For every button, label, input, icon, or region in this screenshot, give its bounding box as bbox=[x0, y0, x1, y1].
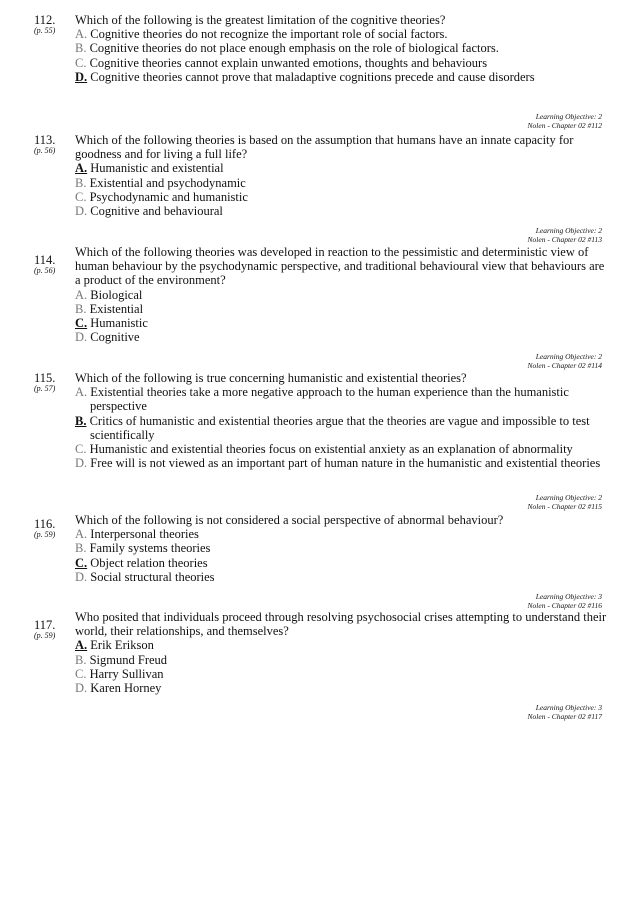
source-reference: Nolen - Chapter 02 #116 bbox=[527, 601, 602, 610]
option-a bbox=[75, 288, 610, 302]
question-stem: Who posited that individuals proceed through resolving psychosocial crises attempting to understand their world, their relationships, and themselves? bbox=[75, 610, 607, 639]
learning-objective: Learning Objective: 2 bbox=[535, 112, 602, 121]
option-text: Humanistic and existential bbox=[87, 161, 224, 176]
learning-objective: Learning Objective: 3 bbox=[535, 592, 602, 601]
option-text: Karen Horney bbox=[87, 681, 162, 696]
option-text: Humanistic bbox=[87, 316, 148, 331]
option-letter: B. bbox=[75, 541, 87, 556]
question-number: 114. bbox=[34, 253, 56, 267]
option-text: Cognitive theories do not place enough emphasis on the role of biological factors. bbox=[86, 41, 499, 56]
question-body bbox=[75, 371, 610, 470]
source-reference: Nolen - Chapter 02 #113 bbox=[527, 235, 602, 244]
option-letter: C. bbox=[75, 442, 87, 457]
option-c bbox=[75, 190, 610, 204]
option-b bbox=[75, 414, 610, 442]
option-letter: D. bbox=[75, 330, 88, 345]
option-text: Object relation theories bbox=[87, 555, 208, 570]
option-text: Family systems theories bbox=[86, 541, 211, 556]
option-d bbox=[75, 681, 610, 695]
question-meta bbox=[528, 592, 602, 610]
option-text: Existential theories take a more negative approach to the human experience than the humanistic perspective bbox=[87, 385, 569, 414]
option-c bbox=[75, 316, 610, 330]
page-reference: (p. 56) bbox=[34, 266, 56, 275]
option-text: Erik Erikson bbox=[87, 638, 154, 653]
learning-objective: Learning Objective: 2 bbox=[535, 352, 602, 361]
option-text: Existential bbox=[86, 301, 144, 316]
option-text: Harry Sullivan bbox=[86, 666, 164, 681]
question-meta bbox=[528, 226, 602, 244]
option-text: Psychodynamic and humanistic bbox=[86, 189, 248, 204]
option-letter: D. bbox=[75, 456, 88, 471]
option-letter: D. bbox=[75, 569, 88, 584]
question-body bbox=[75, 513, 610, 584]
option-a bbox=[75, 527, 610, 541]
option-letter: A. bbox=[75, 385, 88, 400]
learning-objective: Learning Objective: 3 bbox=[535, 703, 602, 712]
source-reference: Nolen - Chapter 02 #112 bbox=[527, 121, 602, 130]
option-letter: C. bbox=[75, 189, 87, 204]
question-meta bbox=[528, 703, 602, 721]
question-body bbox=[75, 13, 610, 84]
question-number: 117. bbox=[34, 618, 56, 632]
option-d bbox=[75, 204, 610, 218]
question-stem: Which of the following theories is based on the assumption that humans have an innate capacity for goodness and for living a full life? bbox=[75, 133, 574, 162]
source-reference: Nolen - Chapter 02 #114 bbox=[527, 361, 602, 370]
page-reference: (p. 55) bbox=[34, 26, 56, 35]
option-b bbox=[75, 41, 610, 55]
source-reference: Nolen - Chapter 02 #117 bbox=[527, 712, 602, 721]
source-reference: Nolen - Chapter 02 #115 bbox=[527, 502, 602, 511]
page-reference: (p. 59) bbox=[34, 631, 56, 640]
option-letter: A. bbox=[75, 287, 88, 302]
option-c bbox=[75, 667, 610, 681]
option-letter-correct: C. bbox=[75, 555, 88, 570]
option-letter: A. bbox=[75, 527, 88, 542]
question-body bbox=[75, 610, 610, 695]
option-a bbox=[75, 27, 610, 41]
question-stem: Which of the following theories was developed in reaction to the pessimistic and deterministic view of human behaviour by the psychodynamic perspective, and traditional behavioural view that behaviours are a product of the environment? bbox=[75, 245, 605, 288]
option-letter: C. bbox=[75, 666, 87, 681]
option-text: Critics of humanistic and existential theories argue that the theories are vague and impossible to test scientifically bbox=[86, 413, 590, 442]
option-text: Cognitive theories do not recognize the important role of social factors. bbox=[87, 27, 448, 42]
question-body bbox=[75, 133, 610, 218]
option-a bbox=[75, 638, 610, 652]
option-letter-correct: D. bbox=[75, 69, 88, 84]
option-c bbox=[75, 56, 610, 70]
option-a bbox=[75, 385, 610, 413]
page-reference: (p. 59) bbox=[34, 530, 56, 539]
option-letter: B. bbox=[75, 301, 87, 316]
option-text: Cognitive bbox=[87, 330, 140, 345]
question-body bbox=[75, 245, 610, 344]
learning-objective: Learning Objective: 2 bbox=[535, 493, 602, 502]
option-text: Sigmund Freud bbox=[86, 652, 168, 667]
learning-objective: Learning Objective: 2 bbox=[535, 226, 602, 235]
option-d bbox=[75, 70, 610, 84]
question-meta bbox=[528, 493, 602, 511]
option-text: Social structural theories bbox=[87, 569, 215, 584]
option-c bbox=[75, 556, 610, 570]
option-letter-correct: A. bbox=[75, 638, 88, 653]
option-a bbox=[75, 161, 610, 175]
option-letter: D. bbox=[75, 681, 88, 696]
question-number: 112. bbox=[34, 13, 56, 27]
option-text: Humanistic and existential theories focus on existential anxiety as an explanation of abnormality bbox=[86, 442, 573, 457]
option-text: Interpersonal theories bbox=[87, 527, 199, 542]
option-letter: B. bbox=[75, 41, 87, 56]
option-c bbox=[75, 442, 610, 456]
page-reference: (p. 57) bbox=[34, 384, 56, 393]
option-d bbox=[75, 570, 610, 584]
question-stem: Which of the following is not considered a social perspective of abnormal behaviour? bbox=[75, 513, 504, 527]
option-letter: B. bbox=[75, 652, 87, 667]
option-letter: D. bbox=[75, 204, 88, 219]
question-number: 113. bbox=[34, 133, 56, 147]
option-text: Free will is not viewed as an important part of human nature in the humanistic and existential theories bbox=[87, 456, 601, 471]
question-meta bbox=[528, 352, 602, 370]
option-letter: A. bbox=[75, 27, 88, 42]
question-stem: Which of the following is the greatest limitation of the cognitive theories? bbox=[75, 13, 446, 27]
option-b bbox=[75, 302, 610, 316]
option-text: Biological bbox=[87, 287, 143, 302]
option-letter-correct: A. bbox=[75, 161, 88, 176]
option-letter: C. bbox=[75, 55, 87, 70]
option-text: Cognitive and behavioural bbox=[87, 204, 223, 219]
option-d bbox=[75, 330, 610, 344]
question-number: 116. bbox=[34, 517, 56, 531]
option-b bbox=[75, 653, 610, 667]
option-letter-correct: B. bbox=[75, 413, 87, 428]
option-text: Cognitive theories cannot explain unwanted emotions, thoughts and behaviours bbox=[86, 55, 488, 70]
option-text: Cognitive theories cannot prove that maladaptive cognitions precede and cause disorders bbox=[87, 69, 535, 84]
question-number: 115. bbox=[34, 371, 56, 385]
option-d bbox=[75, 456, 610, 470]
option-b bbox=[75, 541, 610, 555]
question-stem: Which of the following is true concerning humanistic and existential theories? bbox=[75, 371, 467, 385]
page-reference: (p. 56) bbox=[34, 146, 56, 155]
option-b bbox=[75, 176, 610, 190]
question-meta bbox=[528, 112, 602, 130]
option-letter-correct: C. bbox=[75, 316, 88, 331]
option-text: Existential and psychodynamic bbox=[86, 175, 246, 190]
option-letter: B. bbox=[75, 175, 87, 190]
